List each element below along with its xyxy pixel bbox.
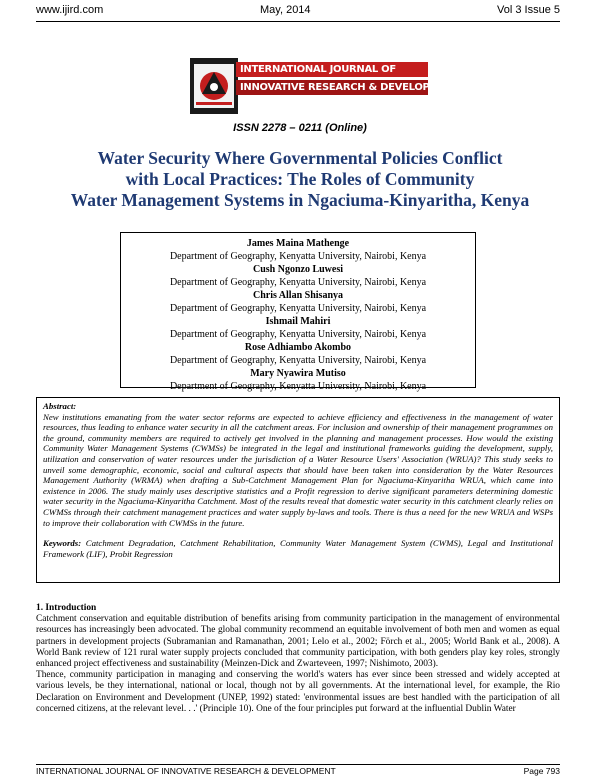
author-affiliation: Department of Geography, Kenyatta University, Nairobi, Kenya [169, 277, 427, 288]
section-heading: 1. Introduction [36, 603, 97, 613]
page-header [36, 4, 560, 18]
keywords-label: Keywords: [43, 538, 82, 549]
abstract-text: New institutions emanating from the water sector reforms are expected to achieve efficiency and effectiveness in the management of water resources, thus leading to enhance water security in all the catchment areas. For inclusion and ownership of their management programmes on the ground, community members are required to actively get involved in the planning and management processes. How would the existing Community Water Management Systems (CWMSs) be integrated in the legal and institutional frameworks guiding the development, supply, utilization and conservation of water resources under the jurisdiction of a Water Resource Users' Association (WRUA)? This study seeks to unveil some demographic, economic, social and cultural aspects that should have been taken into consideration by the Water Resources Management Authority (WRMA) when drafting a Sub-Catchment Management Plan for Ngaciuma-Kinyaritha WRUA, which came into existence in 2006. The study mainly uses descriptive statistics and a Profit regression to derive significant parameters determining domestic water security in the Ngaciuma-Kinyaritha Catchment. Most of the results reveal that domestic water security in this catchment clearly relies on CWMSs through their catchment management practices and water supply by-laws and tools. There is thus a need for the new WRUA and WSPs to improve their collaboration with CWMSs in the future. [43, 411, 553, 528]
author-name: Ishmail Mahiri [265, 316, 331, 327]
introduction-paragraph-1: Catchment conservation and equitable distribution of benefits arising from community participation in the management of environmental resources has increasingly been advocated. The global community recommend an equitable involvement of both men and women as equal partners in development projects (Subramanian and Ramanathan, 2001; Lelo et al., 2002; Förch et al., 2005; World Bank et al., 2008). A World Bank review of 121 rural water supply projects concluded that community participation, with both genders play key roles, strongly enhanced project effectiveness and sustainability (Meinzen-Dick and Zwarteveen, 1997; Nishimoto, 2003). [36, 614, 560, 670]
journal-website: www.ijird.com [36, 4, 104, 16]
volume-issue: Vol 3 Issue 5 [497, 4, 560, 16]
footer-journal-name: INTERNATIONAL JOURNAL OF INNOVATIVE RESEARCH & DEVELOPMENT [36, 766, 336, 776]
footer-divider [36, 764, 560, 765]
title-line-2: with Local Practices: The Roles of Community [125, 169, 475, 189]
abstract-label: Abstract: [43, 401, 77, 411]
author-affiliation: Department of Geography, Kenyatta University, Nairobi, Kenya [169, 303, 427, 314]
author-name: Rose Adhiambo Akombo [244, 342, 352, 353]
author-affiliation: Department of Geography, Kenyatta University, Nairobi, Kenya [169, 251, 427, 262]
logo-line-1: INTERNATIONAL JOURNAL OF [236, 62, 428, 77]
authors-box [120, 232, 476, 392]
journal-emblem-icon [190, 58, 238, 114]
introduction-paragraph-2: Thence, community participation in managing and conserving the world's waters has ever since been stressed and widely accepted at various levels, be they international, national or local, though not by all governments. At the international level, for example, the Rio Declaration on Environment and Development (UNEP, 1992) stated: 'environmental issues are best handled with the participation of all concerned citizens, at the relevant level. . .' (Principle 10). One of the four principles put forward at the influential Dublin Water [36, 670, 560, 714]
author-name: Cush Ngonzo Luwesi [252, 264, 344, 275]
introduction-section [36, 603, 560, 715]
issue-date: May, 2014 [260, 4, 311, 16]
title-line-3: Water Management Systems in Ngaciuma-Kinyaritha, Kenya [70, 190, 530, 210]
page-footer [36, 766, 560, 776]
journal-logo [190, 58, 461, 114]
page-number: Page 793 [523, 766, 560, 776]
abstract-box [36, 397, 560, 583]
logo-wordmark [236, 62, 461, 108]
author-affiliation: Department of Geography, Kenyatta University, Nairobi, Kenya [169, 355, 427, 366]
author-affiliation: Department of Geography, Kenyatta University, Nairobi, Kenya [169, 381, 427, 392]
keywords [43, 538, 553, 559]
logo-line-2: INNOVATIVE RESEARCH & DEVELOPMENT [236, 80, 428, 95]
author-name: James Maina Mathenge [246, 238, 350, 249]
author-name: Chris Allan Shisanya [252, 290, 344, 301]
keywords-text: Catchment Degradation, Catchment Rehabilitation, Community Water Management System (CWMS), Legal and Institutional Framework (LIF), Probit Regression [43, 538, 553, 559]
author-name: Mary Nyawira Mutiso [250, 368, 346, 379]
header-divider [36, 21, 560, 22]
issn-number: ISSN 2278 – 0211 (Online) [233, 122, 367, 134]
author-affiliation: Department of Geography, Kenyatta University, Nairobi, Kenya [169, 329, 427, 340]
title-line-1: Water Security Where Governmental Policies Conflict [97, 148, 503, 168]
paper-title [60, 148, 540, 211]
